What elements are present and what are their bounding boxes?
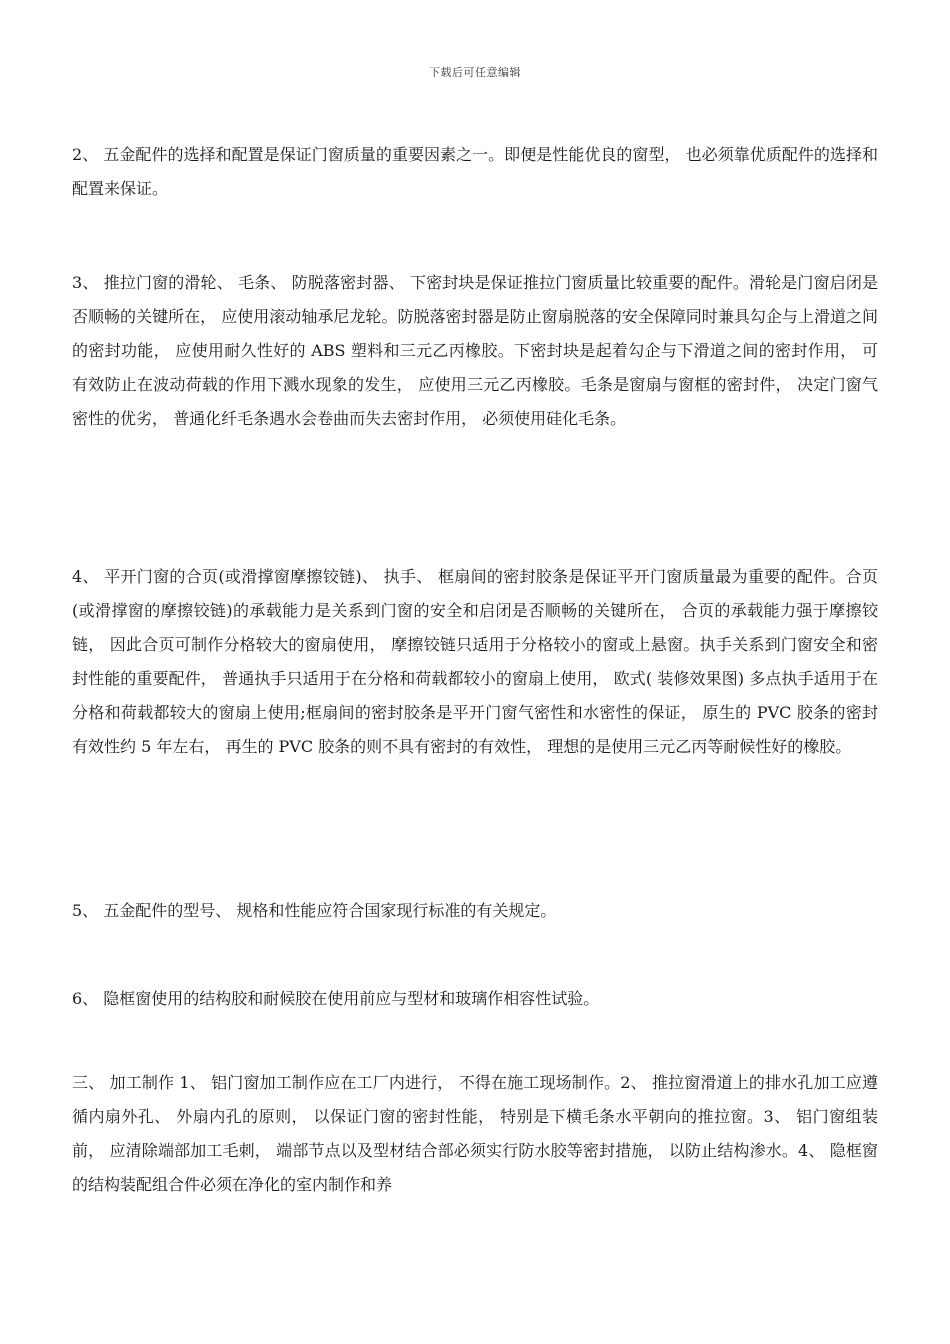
header-note: 下载后可任意编辑 <box>429 66 521 79</box>
paragraph-compatibility-test: 6、 隐框窗使用的结构胶和耐候胶在使用前应与型材和玻璃作相容性试验。 <box>72 989 600 1008</box>
paragraph-casement-window-parts: 4、 平开门窗的合页(或滑撑窗摩擦铰链)、 执手、 框扇间的密封胶条是保证平开门窗质量最为重要的配件。合页(或滑撑窗的摩擦铰链)的承载能力是关系到门窗的安全和启闭是否顺畅的关键所在， 合页的承载能力强于摩擦铰链， 因此合页可制作分格较大的窗扇使用， 摩擦铰链只适用于分格较小的窗或上悬窗。执手关系到门窗安全和密封性能的重要配件， 普通执手只适用于在分格和荷载都较小的窗扇上使用， 欧式( 装修效果图) 多点执手适用于在分格和荷载都较大的窗扇上使用;框扇间的密封胶条是平开门窗气密性和水密性的保证， 原生的 PVC 胶条的密封有效性约 5 年左右， 再生的 PVC 胶条的则不具有密封的有效性， 理想的是使用三元乙丙等耐候性好的橡胶。 <box>72 567 878 756</box>
paragraph-fabrication: 三、 加工制作 1、 铝门窗加工制作应在工厂内进行， 不得在施工现场制作。2、 推拉窗滑道上的排水孔加工应遵循内扇外孔、 外扇内孔的原则， 以保证门窗的密封性能， 特别是下横毛条水平朝向的推拉窗。3、 铝门窗组装前， 应清除端部加工毛刺， 端部节点以及型材结合部必须实行防水胶等密封措施， 以防止结构渗水。4、 隐框窗的结构装配组合件必须在净化的室内制作和养 <box>72 1073 878 1194</box>
paragraph-hardware-selection: 2、 五金配件的选择和配置是保证门窗质量的重要因素之一。即便是性能优良的窗型， 也必须靠优质配件的选择和配置来保证。 <box>72 145 878 198</box>
paragraph-sliding-window-parts: 3、 推拉门窗的滑轮、 毛条、 防脱落密封器、 下密封块是保证推拉门窗质量比较重要的配件。滑轮是门窗启闭是否顺畅的关键所在， 应使用滚动轴承尼龙轮。防脱落密封器是防止窗扇脱落的安全保障同时兼具勾企与上滑道之间的密封功能， 应使用耐久性好的 ABS 塑料和三元乙丙橡胶。下密封块是起着勾企与下滑道之间的密封作用， 可有效防止在波动荷载的作用下溅水现象的发生， 应使用三元乙丙橡胶。毛条是窗扇与窗框的密封件， 决定门窗气密性的优劣， 普通化纤毛条遇水会卷曲而失去密封作用， 必须使用硅化毛条。 <box>72 273 878 428</box>
paragraph-hardware-standards: 5、 五金配件的型号、 规格和性能应符合国家现行标准的有关规定。 <box>72 901 557 920</box>
